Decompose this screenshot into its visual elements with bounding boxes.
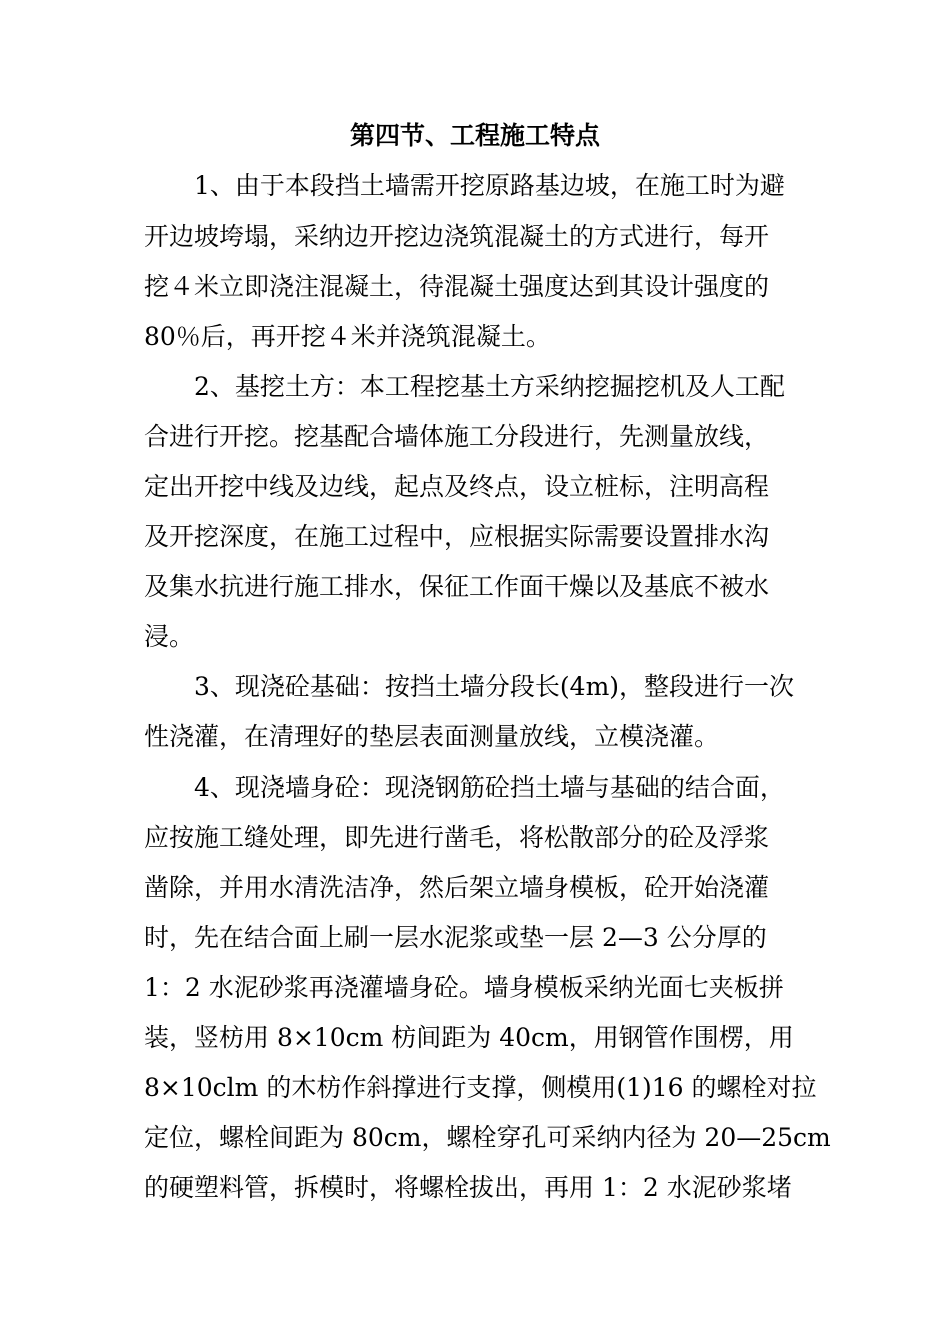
paragraph-2-line-6: 浸。 (144, 622, 195, 651)
paragraph-4-line-4: 时，先在结合面上刷一层水泥浆或垫一层 2—3 公分厚的 (144, 923, 767, 952)
paragraph-2-line-4: 及开挖深度，在施工过程中，应根据实际需要设置排水沟 (144, 522, 770, 551)
paragraph-2-line-1: 2、基挖土方：本工程挖基土方采纳挖掘挖机及人工配 (194, 372, 785, 401)
paragraph-2-line-3: 定出开挖中线及边线，起点及终点，设立桩标，注明高程 (144, 472, 770, 501)
paragraph-4-line-6: 装，竖枋用 8×10cm 枋间距为 40cm，用钢管作围楞，用 (144, 1023, 794, 1052)
paragraph-4-line-7: 8×10clm 的木枋作斜撑进行支撑，侧模用(1)16 的螺栓对拉 (144, 1073, 817, 1102)
section-title: 第四节、工程施工特点 (349, 121, 600, 150)
paragraph-4-line-3: 凿除，并用水清洗洁净，然后架立墙身模板，砼开始浇灌 (144, 873, 770, 902)
paragraph-3-line-2: 性浇灌，在清理好的垫层表面测量放线，立模浇灌。 (144, 722, 720, 751)
paragraph-4-line-8: 定位，螺栓间距为 80cm，螺栓穿孔可采纳内径为 20—25cm (144, 1123, 831, 1152)
paragraph-2-line-2: 合进行开挖。挖基配合墙体施工分段进行，先测量放线， (144, 422, 770, 451)
paragraph-3-line-1: 3、现浇砼基础：按挡土墙分段长(4m)，整段进行一次 (194, 672, 795, 701)
paragraph-1-line-3: 挖４米立即浇注混凝土，待混凝土强度达到其设计强度的 (144, 272, 770, 301)
paragraph-4-line-9: 的硬塑料管，拆模时，将螺栓拔出，再用 1：2 水泥砂浆堵 (144, 1173, 792, 1202)
paragraph-1-line-1: 1、由于本段挡土墙需开挖原路基边坡，在施工时为避 (194, 171, 785, 200)
paragraph-2-line-5: 及集水抗进行施工排水，保征工作面干燥以及基底不被水 (144, 572, 770, 601)
paragraph-1-line-4: 80％后，再开挖４米并浇筑混凝土。 (144, 322, 551, 351)
paragraph-4-line-5: 1：2 水泥砂浆再浇灌墙身砼。墙身模板采纳光面七夹板拼 (144, 973, 784, 1002)
paragraph-4-line-2: 应按施工缝处理，即先进行凿毛，将松散部分的砼及浮浆 (144, 823, 770, 852)
paragraph-1-line-2: 开边坡垮塌，采纳边开挖边浇筑混凝土的方式进行，每开 (144, 222, 770, 251)
paragraph-4-line-1: 4、现浇墙身砼：现浇钢筋砼挡土墙与基础的结合面， (194, 773, 785, 802)
